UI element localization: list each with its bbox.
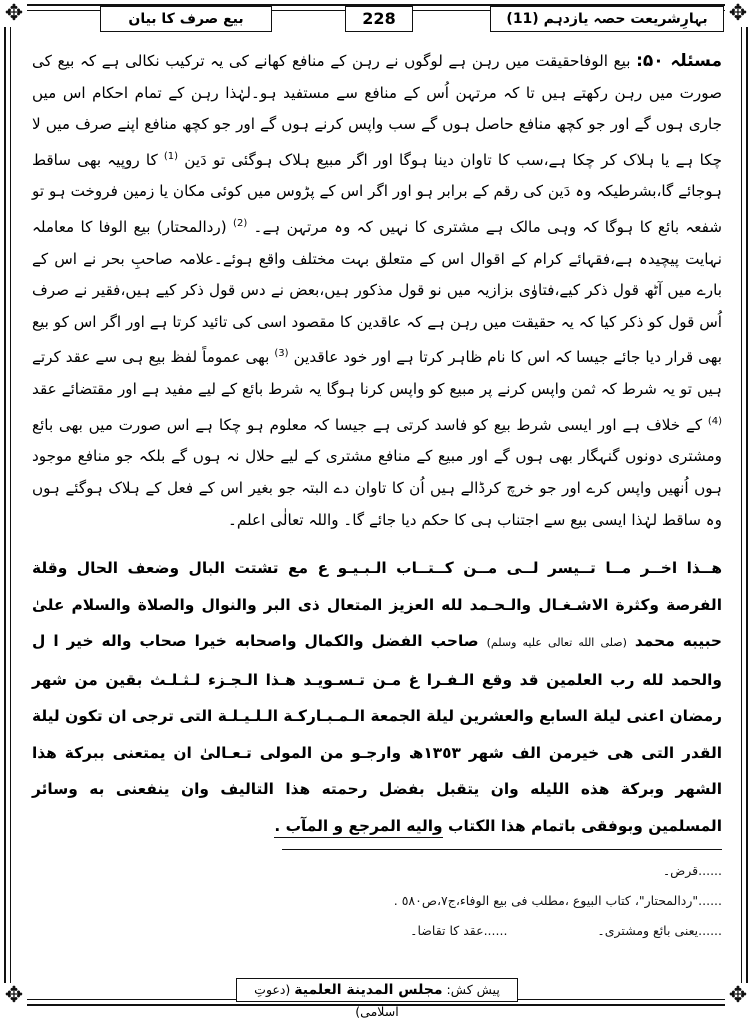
arabic-colophon xyxy=(32,550,722,844)
footnote-2: ......"ردالمحتار"، كتاب البيوع ،مطلب فى بيع الوفاء،ج٧،ص٥٨٠ . xyxy=(393,893,722,908)
page-content xyxy=(32,46,722,860)
arabic-text: صاحب الفضل والكمال واصحابه خيرا صحاب واله خير ا ل والحمد لله رب العلمين قد وقع الـفـرا غ مـن تـسـويـد هـذا الـجـزء لـثـلـث بقين من شهر رمضان اعنى ليلة السابع والعشرين ليلة الجمعة الـمـبـاركـة الـلـيـلـة التى ترجى ان تكون ليلة القدر التى هى خيرمن الف شهر ١٣٥٣ھ وارجـو من المولى تـعـالىٰ ان يمتعنى ببركة هذا الشهر وبركة هذه الليله وان يتقبل بفضل رحمته هذا التاليف وان ينفعنى به وسائر المسلمين وبوفقى باتمام هذا الكتاب xyxy=(32,632,722,835)
arabic-closing: واليه المرجع و المآب . xyxy=(274,817,442,838)
footnotes xyxy=(182,858,722,948)
footnote-1: ......قرض۔ xyxy=(662,863,722,878)
footnote-ref-1: (1) xyxy=(163,150,179,162)
page-number: 228 xyxy=(345,6,413,32)
footnote-divider xyxy=(282,849,722,850)
corner-ornament-icon: ✥ xyxy=(725,983,751,1009)
corner-ornament-icon: ✥ xyxy=(1,1,27,27)
paragraph-text: بھی عموماً لفظ بیع ہی سے عقد کرتے ہیں تو یہ شرط کہ ثمن واپس کرنے پر مبیع کو واپس کرنا ہوگا یہ شرط بائع کے لیے مفید ہے اور مقتضائے عقد xyxy=(32,348,722,399)
footer-presenter: پیش کش: xyxy=(446,982,500,997)
chapter-title: بیع صرف کا بیان xyxy=(100,6,272,32)
salutation-text: (صلى الله تعالى عليه وسلم) xyxy=(486,636,627,650)
masala-paragraph xyxy=(32,46,722,536)
paragraph-text: بیع الوفاحقیقت میں رہن ہے لوگوں نے رہن کے منافع کھانے کی یہ ترکیب نکالی ہے کہ بیع کی صورت میں رہن رکھتے ہیں تا کہ مرتہن اُس کے منافع سے مستفید ہو۔لہٰذا رہن کے تمام احکام اس میں جاری ہوں گے اور جو کچھ منافع حاصل ہوں گے سب واپس کرنے ہوں گے اور جو کچھ منافع اپنے صرف میں لا چکا ہے یا ہلاک کر چکا ہے،سب کا تاوان دینا ہوگا اور اگر مبیع ہلاک ہوگئی تو دَین xyxy=(32,52,723,169)
page-header xyxy=(30,4,722,34)
footer-sub: (دعوتِ اسلامی) xyxy=(254,982,399,1019)
corner-ornament-icon: ✥ xyxy=(1,983,27,1009)
page-footer xyxy=(236,978,518,1019)
footer-organization: مجلس المدينة العلمية xyxy=(294,982,443,998)
footnote-4: ......عقد کا تقاضا۔ xyxy=(410,923,508,938)
footnote-3: ......یعنی بائع ومشتری۔ xyxy=(597,923,722,938)
paragraph-text: کا روپیہ بھی ساقط ہوجائے گا،بشرطیکہ وہ دَین کی رقم کے برابر ہو اور اگر اس کے پڑوس میں کوئی مکان یا زمین فروخت ہو تو شفعہ بائع کا ہوگا کہ وہی مالک ہے مشتری کا نہیں کہ وہ مرتہن ہے۔ xyxy=(32,150,723,237)
corner-ornament-icon: ✥ xyxy=(725,1,751,27)
footnote-ref-2: (2) xyxy=(233,218,248,230)
footnote-row xyxy=(182,918,722,948)
book-volume-title: بہارِشریعت حصہ یازدہم (11) xyxy=(490,6,724,32)
masala-label: مسئلہ ۵۰: xyxy=(636,51,722,71)
footnote-ref-3: (3) xyxy=(274,348,289,360)
footnote-ref-4: (4) xyxy=(707,415,723,427)
paragraph-text: کے خلاف ہے اور ایسی شرط بیع کو فاسد کرتی ہے جیسا کہ معلوم ہو چکا ہے اس صورت میں بھی بائع ومشتری دونوں گنہگار بھی ہوں گے اور مبیع کے منافع مشتری کے لیے حلال نہ ہوں گے بلکہ جو منافع موجود ہوں اُنھیں واپس کرے اور جو خرچ کرڈالے ہیں اُن کا تاوان دے البتہ جو بغیر اس کے فعل کے ہلاک ہوگئے ہوں وہ ساقط لہٰذا ایسی بیع سے اجتناب ہی کا حکم دیا جائے گا۔ واللہ تعالٰی اعلم۔ xyxy=(32,415,722,529)
arabic-text: هــذا اخــر مــا تــيسر لــى مــن كــتــاب الـبـيـو ع مع تشتت البال وضعف الحال وقلة الفرصة وكثرة الاشـغـال والـحـمد لله العزيز المتعال ذى البر والنوال والصلاة والسلام علىٰ حبيبه محمد xyxy=(32,559,722,651)
paragraph-text: (ردالمحتار) بیع الوفا کا معاملہ نہایت پیچیدہ ہے،فقہائے کرام کے اقوال اس کے متعلق بہت مختلف واقع ہوئے۔علامہ صاحبِ بحر نے اس کے بارے میں آٹھ قول ذکر کیے،فتاوٰی بزازیہ میں نو قول مذکور ہیں،بعض نے دس قول ذکر کیے ہیں،فقیر نے صرف اُس قول کو ذکر کیا کہ یہ حقیقت میں رہن ہے کہ عاقدین کا مقصود اسی کی تائید کرتا ہے اور اگر اس کو بیع بھی قرار دیا جائے جیسا کہ اس کا نام ظاہر کرتا ہے اور خود عاقدین xyxy=(32,218,723,367)
